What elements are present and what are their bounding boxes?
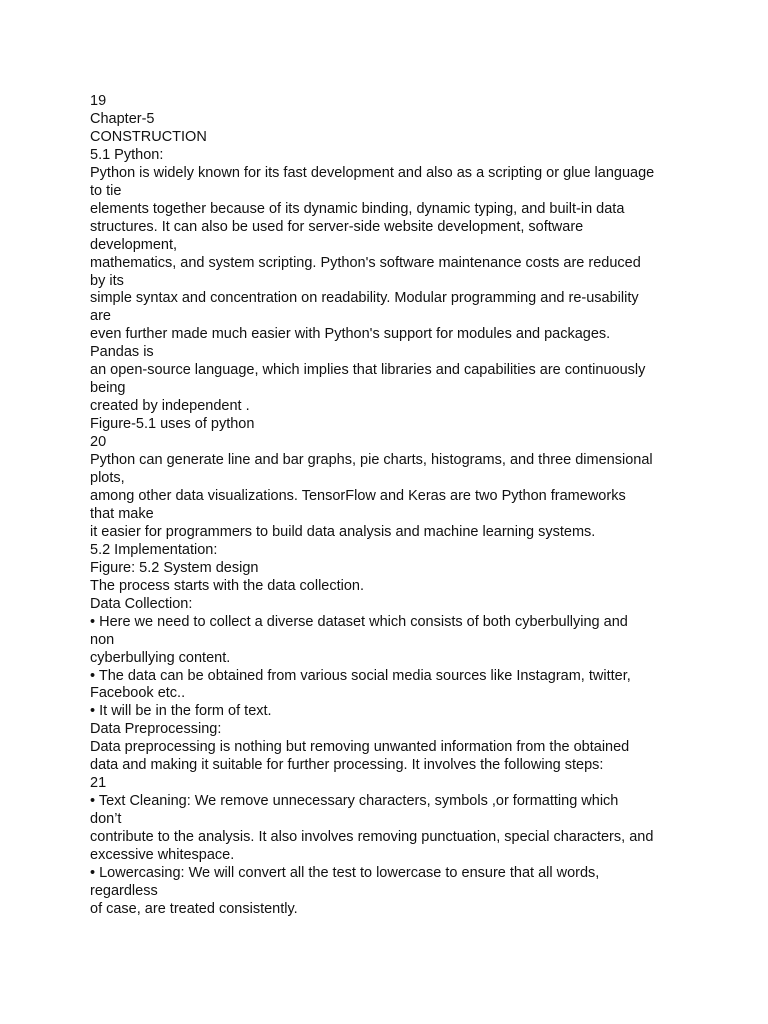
paragraph-line: development, bbox=[90, 236, 178, 253]
bullet-item: • Lowercasing: We will convert all the test to lowercase to ensure that all words, bbox=[90, 864, 600, 881]
page-number: 21 bbox=[90, 775, 107, 792]
subsection-heading: Data Collection: bbox=[90, 595, 193, 612]
page-number: 20 bbox=[90, 434, 107, 451]
paragraph-line: to tie bbox=[90, 182, 122, 199]
paragraph-line: by its bbox=[90, 272, 124, 289]
document-page bbox=[90, 93, 730, 919]
paragraph-line: plots, bbox=[90, 470, 125, 487]
bullet-item: don’t bbox=[90, 811, 122, 828]
bullet-item: non bbox=[90, 631, 115, 648]
paragraph-line: that make bbox=[90, 505, 154, 522]
paragraph-line: structures. It can also be used for server-side website development, software bbox=[90, 218, 584, 235]
paragraph-line: being bbox=[90, 380, 126, 397]
figure-caption: Figure-5.1 uses of python bbox=[90, 416, 255, 433]
paragraph-line: created by independent . bbox=[90, 398, 250, 415]
bullet-item: excessive whitespace. bbox=[90, 847, 235, 864]
bullet-item: • Here we need to collect a diverse dataset which consists of both cyberbullying and bbox=[90, 613, 628, 630]
paragraph-line: Data preprocessing is nothing but removing unwanted information from the obtained bbox=[90, 739, 630, 756]
paragraph-line: among other data visualizations. TensorFlow and Keras are two Python frameworks bbox=[90, 487, 626, 504]
paragraph-line: it easier for programmers to build data analysis and machine learning systems. bbox=[90, 523, 596, 540]
bullet-item: of case, are treated consistently. bbox=[90, 900, 298, 917]
paragraph-line: data and making it suitable for further processing. It involves the following steps: bbox=[90, 757, 604, 774]
bullet-item: cyberbullying content. bbox=[90, 649, 231, 666]
paragraph-line: Python is widely known for its fast development and also as a scripting or glue language bbox=[90, 164, 655, 181]
section-heading: 5.2 Implementation: bbox=[90, 541, 218, 558]
paragraph-line: are bbox=[90, 308, 111, 325]
page-number: 19 bbox=[90, 93, 107, 109]
bullet-item: • It will be in the form of text. bbox=[90, 703, 272, 720]
bullet-item: regardless bbox=[90, 882, 158, 899]
chapter-title: CONSTRUCTION bbox=[90, 128, 207, 145]
bullet-item: contribute to the analysis. It also involves removing punctuation, special characters, and bbox=[90, 829, 654, 846]
paragraph-line: an open-source language, which implies that libraries and capabilities are continuously bbox=[90, 362, 646, 379]
bullet-item: • The data can be obtained from various social media sources like Instagram, twitter, bbox=[90, 667, 631, 684]
figure-caption: Figure: 5.2 System design bbox=[90, 559, 259, 576]
bullet-item: • Text Cleaning: We remove unnecessary characters, symbols ,or formatting which bbox=[90, 793, 619, 810]
paragraph-line: Python can generate line and bar graphs, pie charts, histograms, and three dimensional bbox=[90, 452, 653, 469]
paragraph-line: simple syntax and concentration on readability. Modular programming and re-usability bbox=[90, 290, 639, 307]
paragraph-line: elements together because of its dynamic binding, dynamic typing, and built-in data bbox=[90, 200, 625, 217]
subsection-heading: Data Preprocessing: bbox=[90, 721, 222, 738]
paragraph-line: Pandas is bbox=[90, 344, 154, 361]
paragraph-line: mathematics, and system scripting. Python's software maintenance costs are reduced bbox=[90, 254, 641, 271]
section-heading: 5.1 Python: bbox=[90, 146, 164, 163]
paragraph-line: The process starts with the data collection. bbox=[90, 577, 365, 594]
chapter-label: Chapter-5 bbox=[90, 110, 155, 127]
bullet-item: Facebook etc.. bbox=[90, 685, 186, 702]
paragraph-line: even further made much easier with Python's support for modules and packages. bbox=[90, 326, 611, 343]
